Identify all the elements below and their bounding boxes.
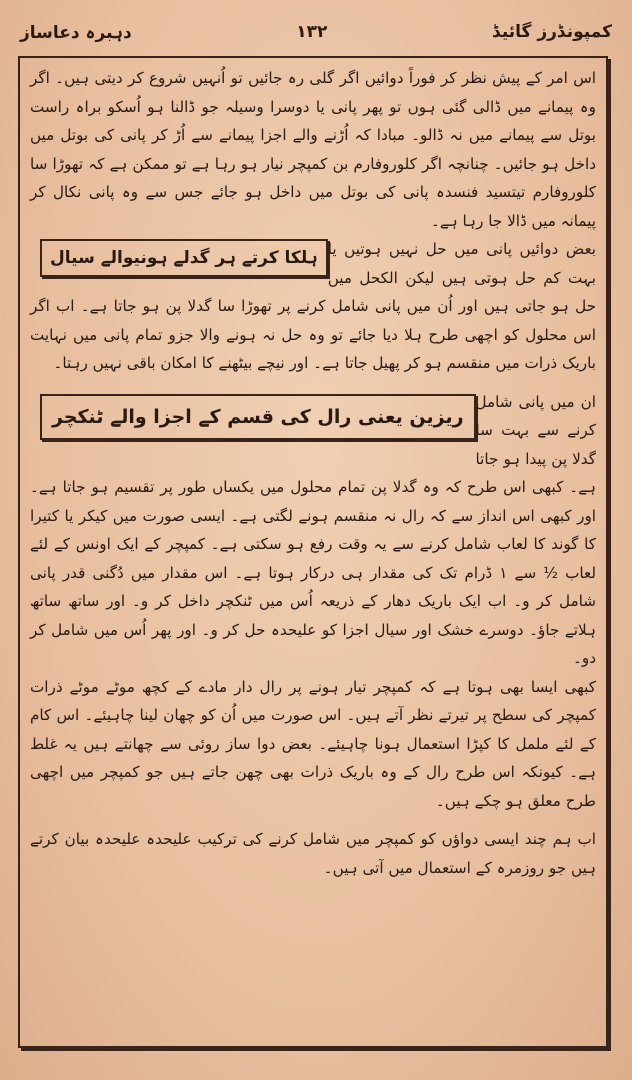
page-body bbox=[30, 64, 596, 882]
paragraph-5: اب ہم چند ایسی دواؤں کو کمپچر میں شامل کرنے کی ترکیب علیحدہ علیحدہ بیان کرتے ہیں جو روزمرہ کے استعمال میں آتی ہیں۔ bbox=[30, 830, 596, 877]
paragraph-4: کبھی ایسا بھی ہوتا ہے کہ کمپچر تیار ہونے پر رال دار مادے کے کچھ موٹے موٹے ذرات کمپچر کی سطح پر تیرتے نظر آتے ہیں۔ اس صورت میں اُن کو چھان لینا چاہیئے۔ اس کام کے لئے ململ کا کپڑا استعمال ہونا چاہیئے۔ بعض دوا ساز روئی سے چھانتے ہیں یہ غلط ہے۔ کیونکہ اس طرح رال کے وہ باریک ذرات بھی چھن جاتے ہیں جو کمپچر میں اچھی طرح معلق ہو چکے ہیں۔ bbox=[30, 677, 596, 810]
paragraph-2: بعض دوائیں پانی میں حل نہیں ہوتیں یا بہت کم حل ہوتی ہیں لیکن الکحل میں حل ہو جاتی ہیں اور اُن میں پانی شامل کرنے پر تھوڑا سا گدلا پن ہو جاتا ہے۔ اب اگر اس محلول کو اچھی طرح ہلا دیا جائے تو وہ حل نہ ہونے والا جزو تمام پانی میں نہایت باریک ذرات میں منقسم ہو کر پھیل جاتا ہے۔ اور نیچے بیٹھنے کا امکان باقی نہیں رہتا۔ bbox=[30, 240, 596, 372]
section-heading-1: ہلکا کرتے ہر گدلے ہونیوالے سیال bbox=[40, 239, 328, 277]
section-heading-2: ریزین یعنی رال کی قسم کے اجزا والے ٹنکچر bbox=[40, 394, 476, 440]
header-book-title: کمپونڈرز گائیڈ bbox=[492, 22, 612, 42]
header-chapter-title: دہبرہ دعاساز bbox=[20, 22, 132, 43]
paragraph-3: ان میں پانی شامل کرنے سے بہت سا گدلا پن پیدا ہو جاتا ہے۔ کبھی اس طرح کہ وہ گدلا پن تمام محلول میں یکساں طور پر تقسیم ہو جاتا ہے۔ اور کبھی اس انداز سے کہ رال نہ منقسم ہونے لگتی ہے۔ ایسی صورت میں کیکر یا کتیرا کا گوند کا لعاب شامل کرنے سے یہ وقت رفع ہو سکتی ہے۔ کمپچر کے ایک اونس کے لئے لعاب ½ سے ۱ ڈرام تک کی مقدار ہی درکار ہوتا ہے۔ اس مقدار میں دُگنی قدر پانی شامل کر و۔ اب ایک باریک دھار کے ذریعہ اُس میں ٹنکچر داخل کر و۔ اور ساتھ ساتھ ہلاتے جاؤ۔ دوسرے خشک اور سیال اجزا کو علیحدہ حل کر و۔ اور پھر اُس میں شامل کر دو۔ bbox=[30, 392, 596, 667]
paragraph-1: اس امر کے پیش نظر کر فوراً دوائیں اگر گلی رہ جائیں تو اُنہیں شروع کر دیتی ہیں۔ اگر وہ پیمانے میں ڈالی گئی ہوں تو پھر پانی یا دوسرا وسیلہ جو ڈالنا ہو اُسکو براہ راست بوتل سے پیمانے میں نہ ڈالو۔ مبادا کہ اُڑنے والے اجزا پیمانے سے اُڑ کر پانی کی بوتل میں داخل ہو جائیں۔ چنانچہ اگر کلوروفارم بن کمپچر نیار ہو رہا ہے تو ممکن ہے کہ تھوڑا سا کلوروفارم تیتسید فنسدہ پانی کی بوتل میں داخل ہو جائے جس سے وہ پانی نکال کر پیمانہ میں ڈالا جا رہا ہے۔ bbox=[30, 69, 596, 230]
running-header bbox=[20, 12, 612, 52]
header-page-number: ۱۳۲ bbox=[296, 22, 328, 42]
